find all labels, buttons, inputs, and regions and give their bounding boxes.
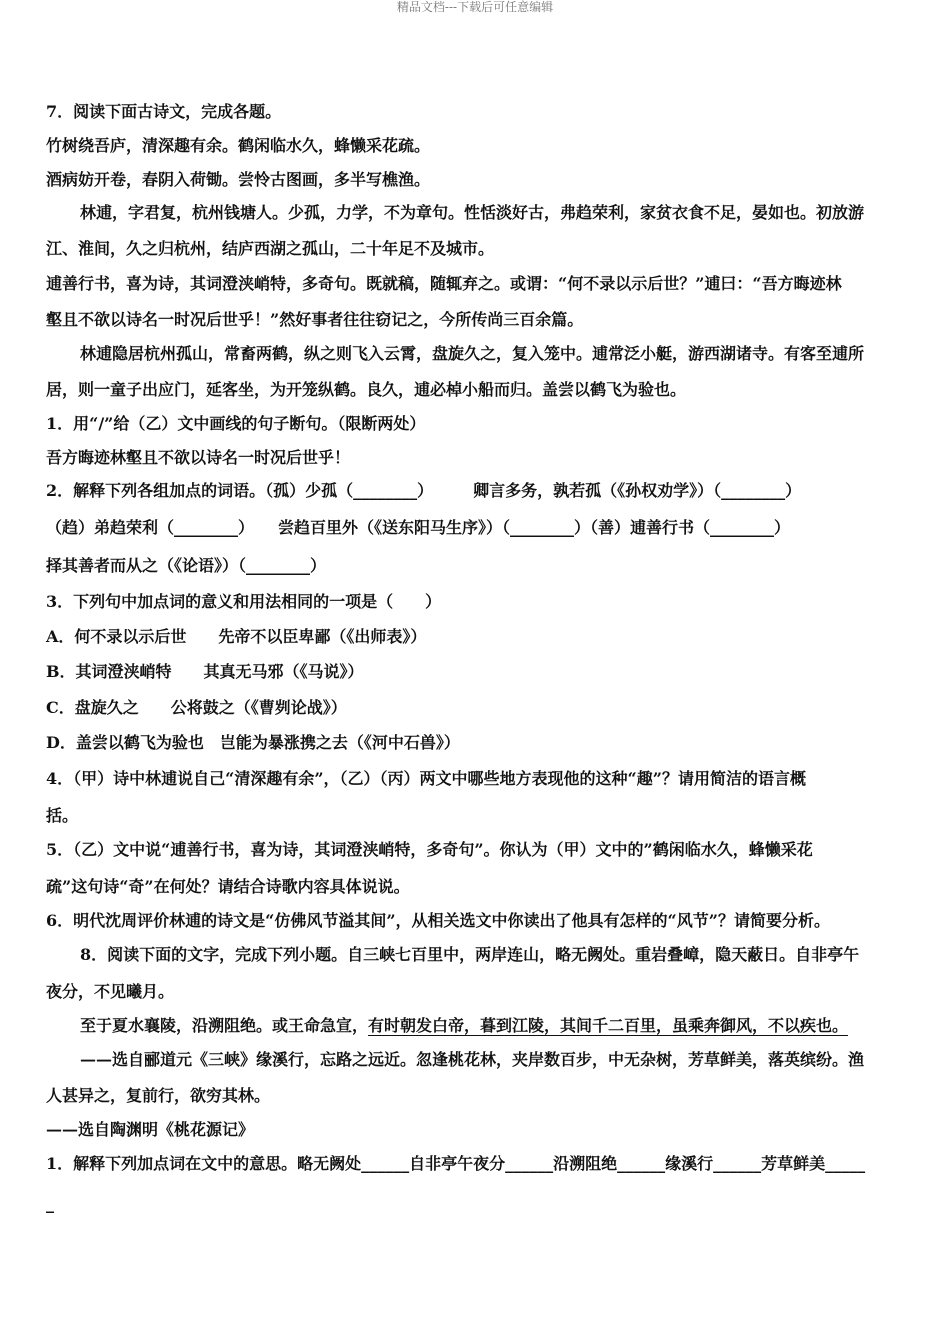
passage-c-line-2: 居，则一童子出应门，延客坐，为开笼纵鹤。良久，逋必棹小船而归。盖尝以鹤飞为验也。 <box>46 380 687 399</box>
three-gorges-text: 至于夏水襄陵，沿溯阻绝。或王命急宣， <box>80 1016 369 1035</box>
poem-line-1: 竹树绕吾庐，清深趣有余。鹤闲临水久，蜂懒采花疏。 <box>46 136 431 155</box>
sub-question-2-line-3: 择其善者而从之（《论语》）（________） <box>46 556 327 575</box>
option-c: C．盘旋久之 公将鼓之（《曹刿论战》） <box>46 698 347 717</box>
sub-question-4-line-1: 4．（甲）诗中林逋说自己“清深趣有余”，（乙）（丙）两文中哪些地方表现他的这种“趣”？请用简洁的语言概 <box>46 769 806 788</box>
option-d: D．盖尝以鹤飞为验也 岂能为暴涨携之去（《河中石兽》） <box>46 733 460 752</box>
passage-b-line-1: 林逋，字君复，杭州钱塘人。少孤，力学，不为章句。性恬淡好古，弗趋荣利，家贫衣食不足，晏如也。初放游 <box>80 203 865 222</box>
option-a: A．何不录以示后世 先帝不以臣卑鄙（《出师表》） <box>46 627 427 646</box>
sub-question-1: 1．用“/”给（乙）文中画线的句子断句。（限断两处） <box>46 414 426 433</box>
question-8-line-1: 8．阅读下面的文字，完成下列小题。自三峡七百里中，两岸连山，略无阙处。重岩叠嶂，隐天蔽日。自非亭午 <box>80 945 860 964</box>
sub-question-5-line-1: 5．（乙）文中说“逋善行书，喜为诗，其词澄浃峭特，多奇句”。你认为（甲）文中的”鹤闲临水久，蜂懒采花 <box>46 840 813 859</box>
source-peach-blossom: ——选自陶渊明《桃花源记》 <box>46 1120 255 1139</box>
sub-question-3: 3．下列句中加点词的意义和用法相同的一项是（ ） <box>46 592 442 611</box>
option-b: B．其词澄浃峭特 其真无马邪（《马说》） <box>46 662 364 681</box>
sub-question-5-line-2: 疏”这句诗“奇”在何处？请结合诗歌内容具体说说。 <box>46 877 410 896</box>
sub-question-6: 6．明代沈周评价林逋的诗文是“仿佛风节溢其间”，从相关选文中你读出了他具有怎样的“风节”？请简要分析。 <box>46 911 830 930</box>
underlined-sentence: 有时朝发白帝，暮到江陵，其间千二百里，虽乘奔御风，不以疾也。 <box>368 1016 849 1035</box>
passage-c-line-1: 林逋隐居杭州孤山，常畜两鹤，纵之则飞入云霄，盘旋久之，复入笼中。逋常泛小艇，游西湖诸寺。有客至逋所 <box>80 344 865 363</box>
peach-blossom-line-2: 人甚异之，复前行，欲穷其林。 <box>46 1086 271 1105</box>
question-7-title: 7．阅读下面古诗文，完成各题。 <box>46 102 282 121</box>
sub-question-4-line-2: 括。 <box>46 806 79 825</box>
question-8-line-2: 夜分，不见曦月。 <box>46 982 175 1001</box>
passage-b-line-4: 壑且不欲以诗名一时况后世乎！”然好事者往往窃记之，今所传尚三百余篇。 <box>46 310 584 329</box>
sub-question-2-line-2: （趋）弟趋荣利（________） 尝趋百里外（《送东阳马生序》）（________）（善）逋善行书（________） <box>46 518 791 537</box>
poem-line-2: 酒病妨开卷，春阴入荷锄。尝怜古图画，多半写樵渔。 <box>46 170 431 189</box>
sub-question-1-sentence: 吾方晦迹林壑且不欲以诗名一时况后世乎！ <box>46 448 351 467</box>
source-three-gorges: ——选自郦道元《三峡》缘溪行，忘路之远近。忽逢桃花林，夹岸数百步，中无杂树，芳草鲜美，落英缤纷。渔 <box>80 1050 865 1069</box>
passage-b-line-2: 江、淮间，久之归杭州，结庐西湖之孤山，二十年足不及城市。 <box>46 239 495 258</box>
sub-question-8-1: 1．解释下列加点词在文中的意思。略无阙处______自非亭午夜分______沿溯阻绝______缘溪行______芳草鲜美_____ <box>46 1154 866 1173</box>
sub-question-8-1-continuation: _ <box>46 1194 54 1213</box>
three-gorges-line-1 <box>80 1016 848 1036</box>
page-header: 精品文档---下载后可任意编辑 <box>396 0 554 14</box>
sub-question-2-line-1: 2．解释下列各组加点的词语。（孤）少孤（________） 卿言多务，孰若孤（《孙权劝学》）（________） <box>46 481 802 500</box>
passage-b-line-3: 逋善行书，喜为诗，其词澄浃峭特，多奇句。既就稿，随辄弃之。或谓：“何不录以示后世？”逋曰：“吾方晦迹林 <box>46 274 842 293</box>
